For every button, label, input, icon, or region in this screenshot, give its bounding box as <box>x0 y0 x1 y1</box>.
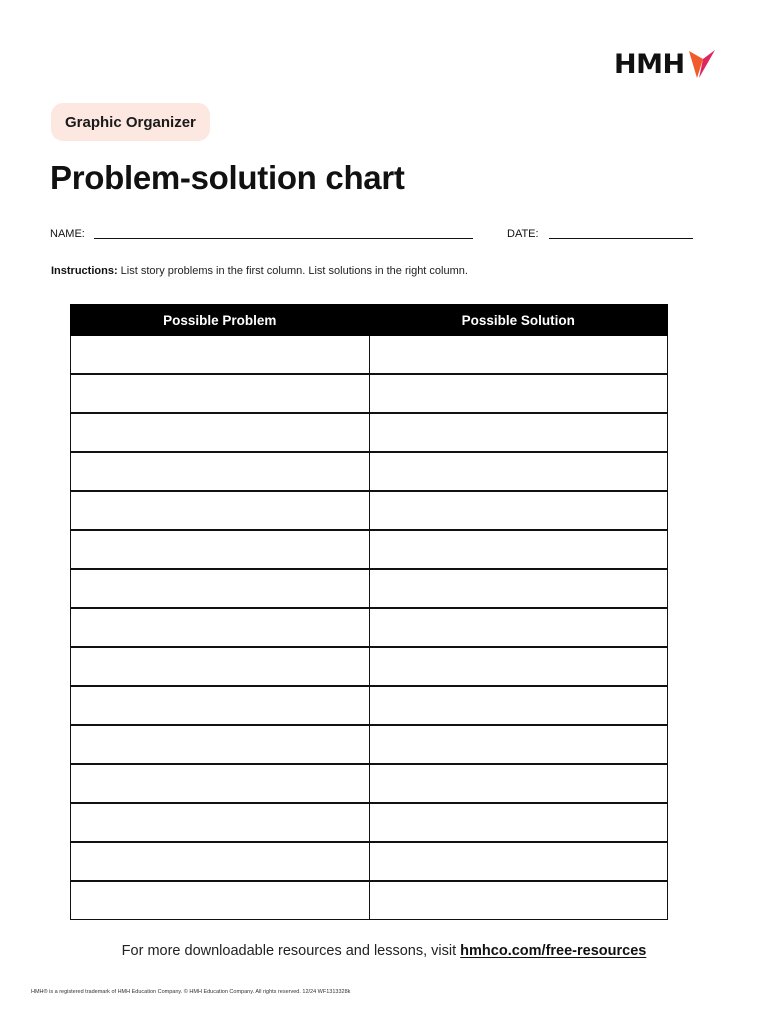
solution-cell[interactable] <box>369 452 668 491</box>
hmh-logo <box>614 48 717 82</box>
page-title: Problem-solution chart <box>50 159 405 196</box>
table-row <box>71 842 668 881</box>
instructions-text: List story problems in the first column. List solutions in the right column. <box>117 265 468 277</box>
problem-cell[interactable] <box>71 647 370 686</box>
free-resources-link[interactable]: hmhco.com/free-resources <box>460 943 647 959</box>
problem-solution-table <box>70 304 668 920</box>
table-row <box>71 452 668 491</box>
table-row <box>71 686 668 725</box>
column-header-solution: Possible Solution <box>369 305 668 336</box>
legal-notice: HMH® is a registered trademark of HMH Education Company. © HMH Education Company. All rights reserved. 12/24 WF1313328k <box>31 989 351 995</box>
logo-text: HMH <box>614 49 685 80</box>
name-field[interactable] <box>94 238 473 239</box>
solution-cell[interactable] <box>369 608 668 647</box>
table-row <box>71 881 668 920</box>
solution-cell[interactable] <box>369 530 668 569</box>
table-row <box>71 374 668 413</box>
column-header-problem: Possible Problem <box>71 305 370 336</box>
instructions-lead: Instructions: <box>51 265 118 277</box>
solution-cell[interactable] <box>369 569 668 608</box>
solution-cell[interactable] <box>369 725 668 764</box>
table-row <box>71 336 668 375</box>
table-row <box>71 491 668 530</box>
hmh-mark-icon <box>687 48 717 82</box>
problem-cell[interactable] <box>71 803 370 842</box>
problem-cell[interactable] <box>71 530 370 569</box>
problem-cell[interactable] <box>71 686 370 725</box>
table-row <box>71 413 668 452</box>
problem-cell[interactable] <box>71 374 370 413</box>
solution-cell[interactable] <box>369 336 668 375</box>
solution-cell[interactable] <box>369 803 668 842</box>
solution-cell[interactable] <box>369 491 668 530</box>
table-row <box>71 608 668 647</box>
table-row <box>71 803 668 842</box>
problem-cell[interactable] <box>71 881 370 920</box>
table-header-row <box>71 305 668 336</box>
footer <box>0 941 768 961</box>
date-label: DATE: <box>507 228 539 240</box>
instructions <box>51 264 468 278</box>
problem-cell[interactable] <box>71 336 370 375</box>
solution-cell[interactable] <box>369 842 668 881</box>
problem-cell[interactable] <box>71 569 370 608</box>
solution-cell[interactable] <box>369 881 668 920</box>
table-row <box>71 764 668 803</box>
solution-cell[interactable] <box>369 647 668 686</box>
table-body <box>71 336 668 920</box>
problem-cell[interactable] <box>71 725 370 764</box>
table-row <box>71 530 668 569</box>
graphic-organizer-tag: Graphic Organizer <box>51 103 210 141</box>
table-row <box>71 725 668 764</box>
problem-cell[interactable] <box>71 608 370 647</box>
problem-cell[interactable] <box>71 764 370 803</box>
problem-cell[interactable] <box>71 842 370 881</box>
problem-cell[interactable] <box>71 452 370 491</box>
solution-cell[interactable] <box>369 764 668 803</box>
solution-cell[interactable] <box>369 686 668 725</box>
problem-cell[interactable] <box>71 413 370 452</box>
table-row <box>71 647 668 686</box>
solution-cell[interactable] <box>369 374 668 413</box>
footer-text: For more downloadable resources and lessons, visit <box>121 943 461 959</box>
problem-cell[interactable] <box>71 491 370 530</box>
date-field[interactable] <box>549 238 693 239</box>
name-label: NAME: <box>50 228 85 240</box>
table-row <box>71 569 668 608</box>
solution-cell[interactable] <box>369 413 668 452</box>
